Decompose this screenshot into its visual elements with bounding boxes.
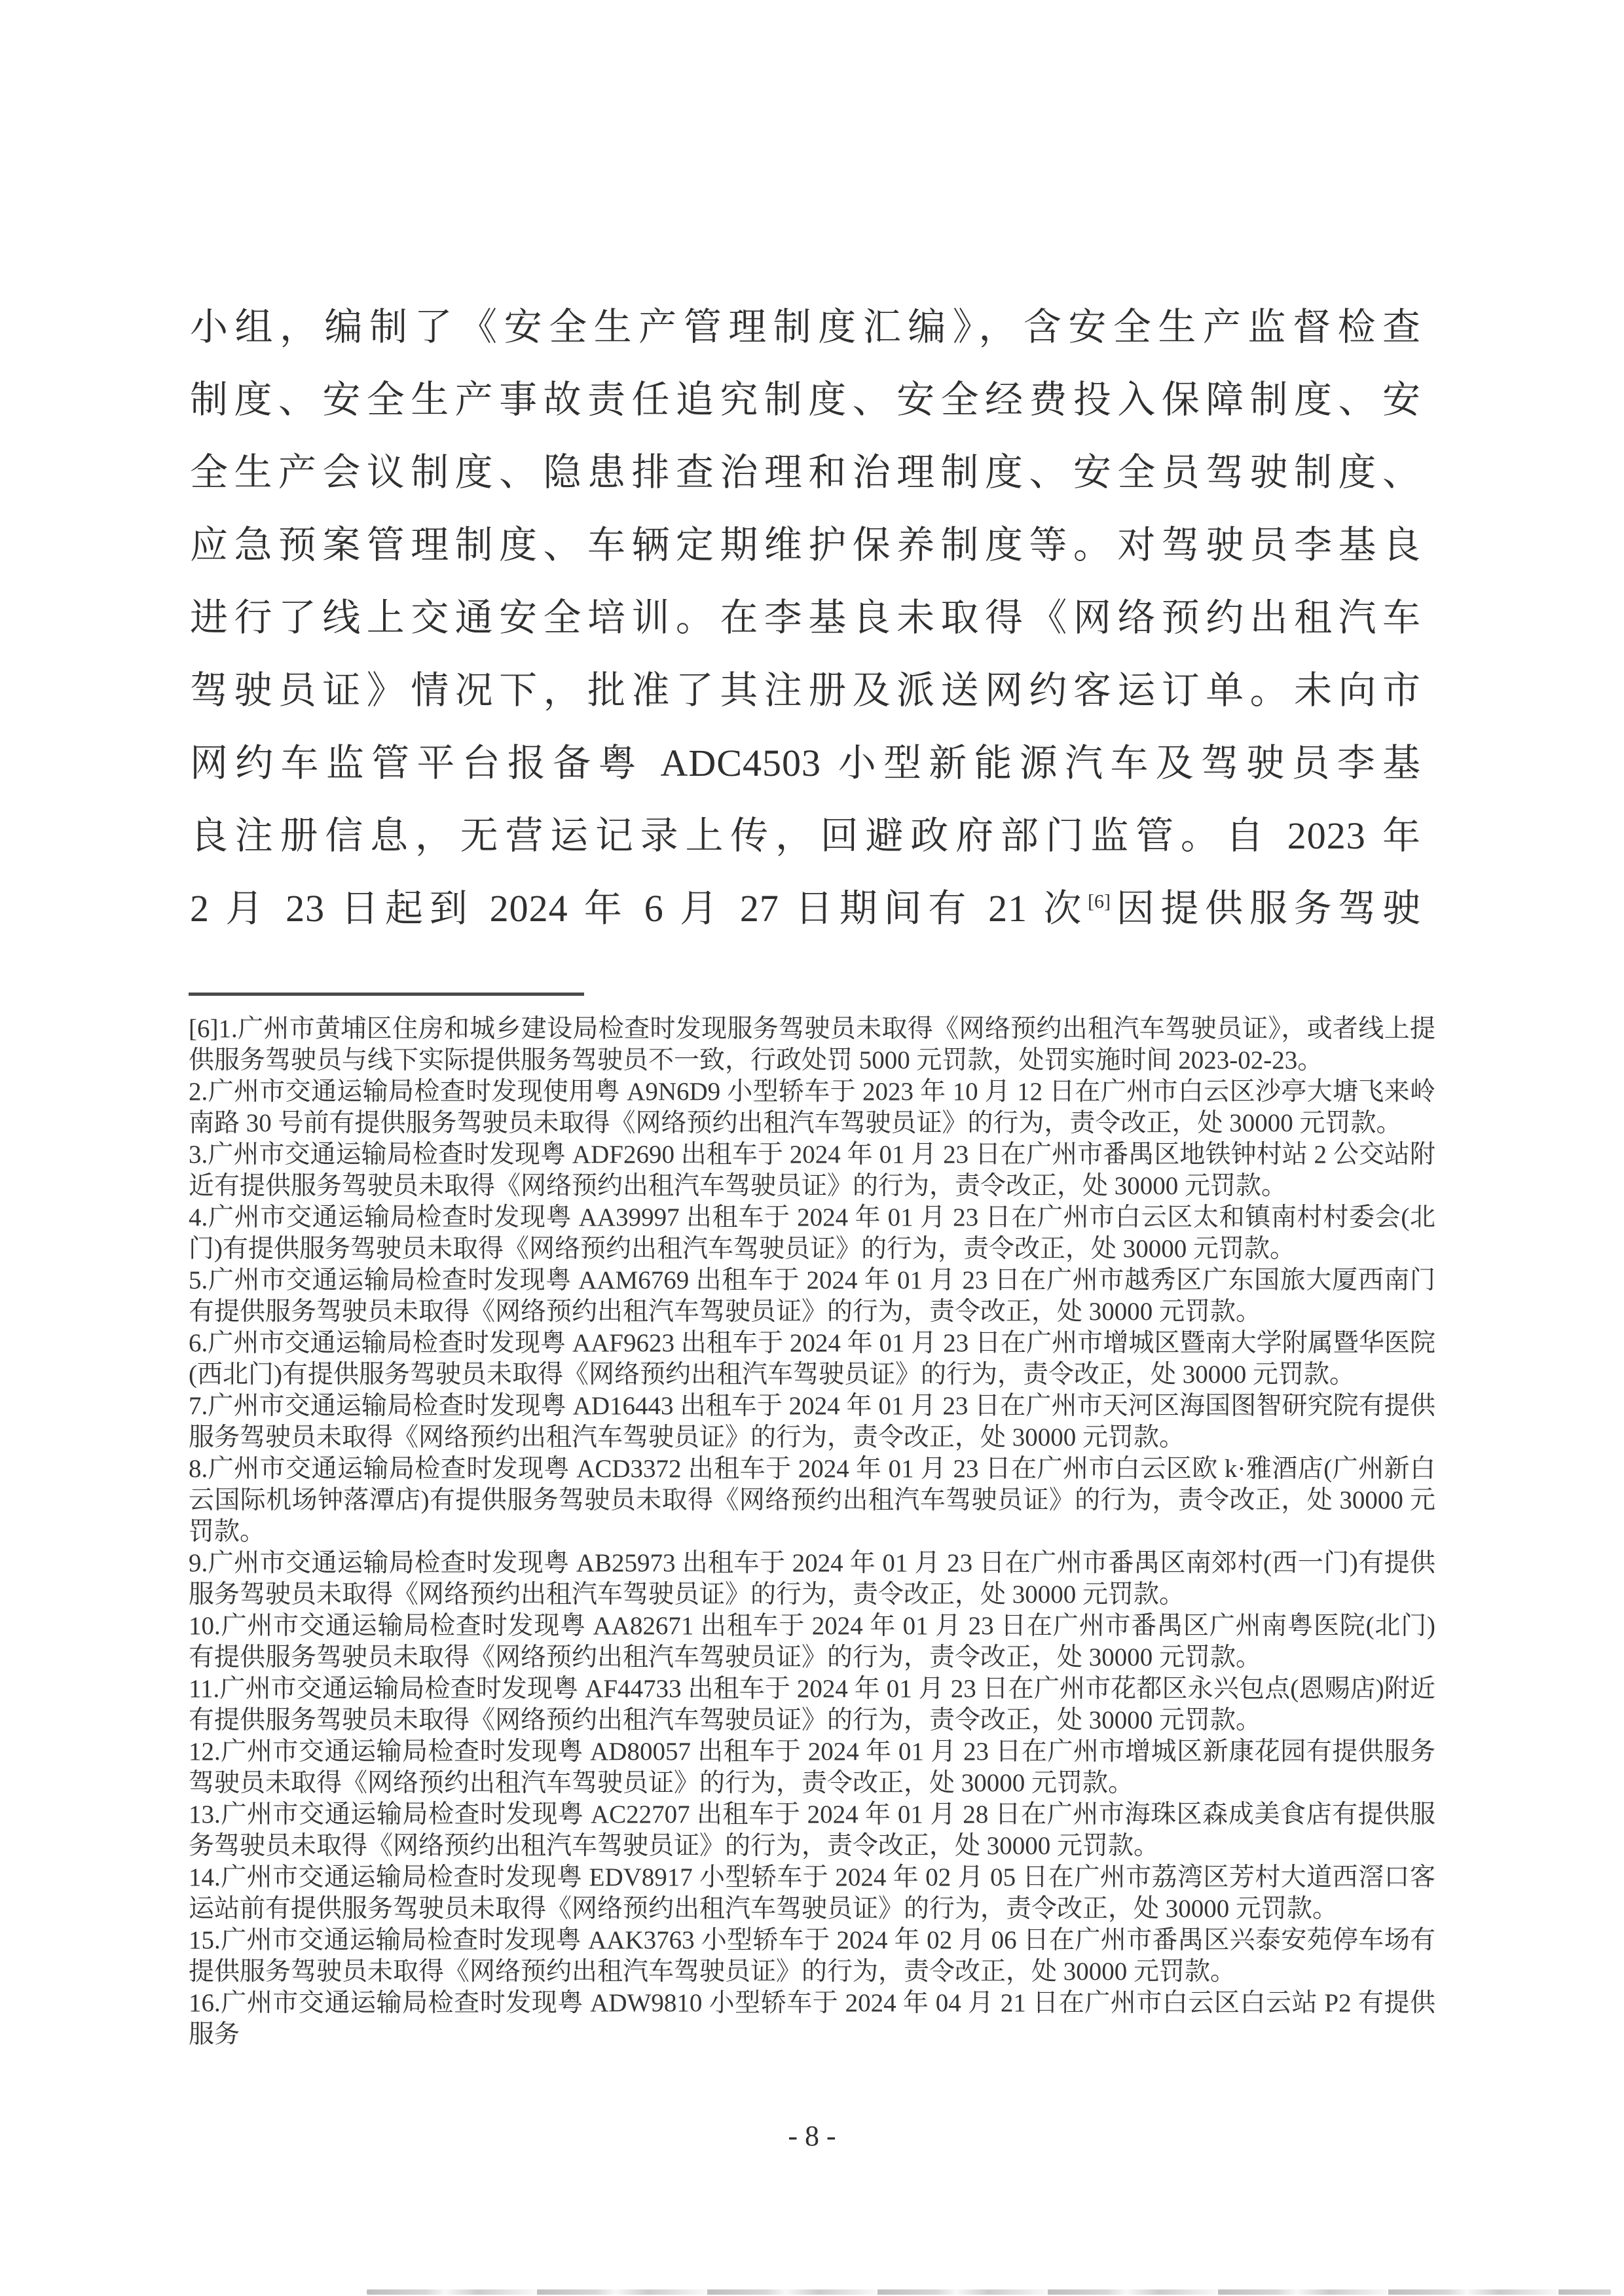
footnote-item: 15.广州市交通运输局检查时发现粤 AAK3763 小型轿车于 2024 年 02 月 06 日在广州市番禺区兴泰安苑停车场有提供服务驾驶员未取得《网络预约出租汽车驾驶员证》的行为，责令改正，处 30000 元罚款。 [189,1926,1435,1986]
footnote-item: 12.广州市交通运输局检查时发现粤 AD80057 出租车于 2024 年 01 月 23 日在广州市增城区新康花园有提供服务驾驶员未取得《网络预约出租汽车驾驶员证》的行为，责令改正，处 30000 元罚款。 [189,1738,1435,1797]
footnote-item: 3.广州市交通运输局检查时发现粤 ADF2690 出租车于 2024 年 01 月 23 日在广州市番禺区地铁钟村站 2 公交站附近有提供服务驾驶员未取得《网络预约出租汽车驾驶员证》的行为，责令改正，处 30000 元罚款。 [189,1140,1435,1200]
footnote-block [189,1013,1435,2050]
body-line: 应急预案管理制度、车辆定期维护保养制度等。对驾驶员李基良 [190,524,1421,566]
body-paragraph [190,291,1421,945]
footnote-item: 6.广州市交通运输局检查时发现粤 AAF9623 出租车于 2024 年 01 月 23 日在广州市增城区暨南大学附属暨华医院(西北门)有提供服务驾驶员未取得《网络预约出租汽车驾驶员证》的行为，责令改正，处 30000 元罚款。 [189,1329,1435,1389]
footnote-ref-superscript: [6] [1088,890,1111,913]
footnote-item: 13.广州市交通运输局检查时发现粤 AC22707 出租车于 2024 年 01 月 28 日在广州市海珠区森成美食店有提供服务驾驶员未取得《网络预约出租汽车驾驶员证》的行为，责令改正，处 30000 元罚款。 [189,1800,1435,1860]
footnote-separator-rule [189,993,584,996]
footnote-item: 14.广州市交通运输局检查时发现粤 EDV8917 小型轿车于 2024 年 02 月 05 日在广州市荔湾区芳村大道西滘口客运站前有提供服务驾驶员未取得《网络预约出租汽车驾驶员证》的行为，责令改正，处 30000 元罚款。 [189,1863,1435,1923]
body-line: 全生产会议制度、隐患排查治理和治理制度、安全员驾驶制度、 [190,451,1421,494]
footnote-item: 9.广州市交通运输局检查时发现粤 AB25973 出租车于 2024 年 01 月 23 日在广州市番禺区南郊村(西一门)有提供服务驾驶员未取得《网络预约出租汽车驾驶员证》的行为，责令改正，处 30000 元罚款。 [189,1549,1435,1609]
body-line-text: 因提供服务驾驶 [1111,887,1421,930]
footnote-item: [6]1.广州市黄埔区住房和城乡建设局检查时发现服务驾驶员未取得《网络预约出租汽车驾驶员证》，或者线上提供服务驾驶员与线下实际提供服务驾驶员不一致，行政处罚 5000 元罚款，处罚实施时间 2023-02-23。 [189,1015,1435,1074]
footnote-item: 11.广州市交通运输局检查时发现粤 AF44733 出租车于 2024 年 01 月 23 日在广州市花都区永兴包点(恩赐店)附近有提供服务驾驶员未取得《网络预约出租汽车驾驶员证》的行为，责令改正，处 30000 元罚款。 [189,1675,1435,1734]
page-number: - 8 - [788,2120,836,2152]
body-line-text: 2 月 23 日起到 2024 年 6 月 27 日期间有 21 次 [190,887,1088,930]
footnote-item: 2.广州市交通运输局检查时发现使用粤 A9N6D9 小型轿车于 2023 年 10 月 12 日在广州市白云区沙亭大塘飞来岭南路 30 号前有提供服务驾驶员未取得《网络预约出租汽车驾驶员证》的行为，责令改正，处 30000 元罚款。 [189,1078,1435,1137]
body-line-with-footnote-ref [190,872,1421,945]
body-line: 制度、安全生产事故责任追究制度、安全经费投入保障制度、安 [190,378,1421,421]
body-line: 驾驶员证》情况下，批准了其注册及派送网约客运订单。未向市 [190,669,1421,712]
scan-edge-artifact [367,2289,1611,2295]
body-line: 良注册信息，无营运记录上传，回避政府部门监管。自 2023 年 [190,814,1421,857]
footnote-item: 7.广州市交通运输局检查时发现粤 AD16443 出租车于 2024 年 01 月 23 日在广州市天河区海国图智研究院有提供服务驾驶员未取得《网络预约出租汽车驾驶员证》的行为，责令改正，处 30000 元罚款。 [189,1392,1435,1451]
footnote-item: 8.广州市交通运输局检查时发现粤 ACD3372 出租车于 2024 年 01 月 23 日在广州市白云区欧 k·雅酒店(广州新白云国际机场钟落潭店)有提供服务驾驶员未取得《网络预约出租汽车驾驶员证》的行为，责令改正，处 30000 元罚款。 [189,1455,1435,1546]
footnote-item: 5.广州市交通运输局检查时发现粤 AAM6769 出租车于 2024 年 01 月 23 日在广州市越秀区广东国旅大厦西南门有提供服务驾驶员未取得《网络预约出租汽车驾驶员证》的行为，责令改正，处 30000 元罚款。 [189,1266,1435,1326]
body-line: 网约车监管平台报备粤 ADC4503 小型新能源汽车及驾驶员李基 [190,742,1421,784]
body-line: 小组，编制了《安全生产管理制度汇编》，含安全生产监督检查 [190,306,1421,348]
footnote-item: 4.广州市交通运输局检查时发现粤 AA39997 出租车于 2024 年 01 月 23 日在广州市白云区太和镇南村村委会(北门)有提供服务驾驶员未取得《网络预约出租汽车驾驶员证》的行为，责令改正，处 30000 元罚款。 [189,1203,1435,1263]
footnote-item: 16.广州市交通运输局检查时发现粤 ADW9810 小型轿车于 2024 年 04 月 21 日在广州市白云区白云站 P2 有提供服务 [189,1989,1435,2049]
footnote-item: 10.广州市交通运输局检查时发现粤 AA82671 出租车于 2024 年 01 月 23 日在广州市番禺区广州南粤医院(北门)有提供服务驾驶员未取得《网络预约出租汽车驾驶员证》的行为，责令改正，处 30000 元罚款。 [189,1612,1435,1671]
body-line: 进行了线上交通安全培训。在李基良未取得《网络预约出租汽车 [190,596,1421,639]
